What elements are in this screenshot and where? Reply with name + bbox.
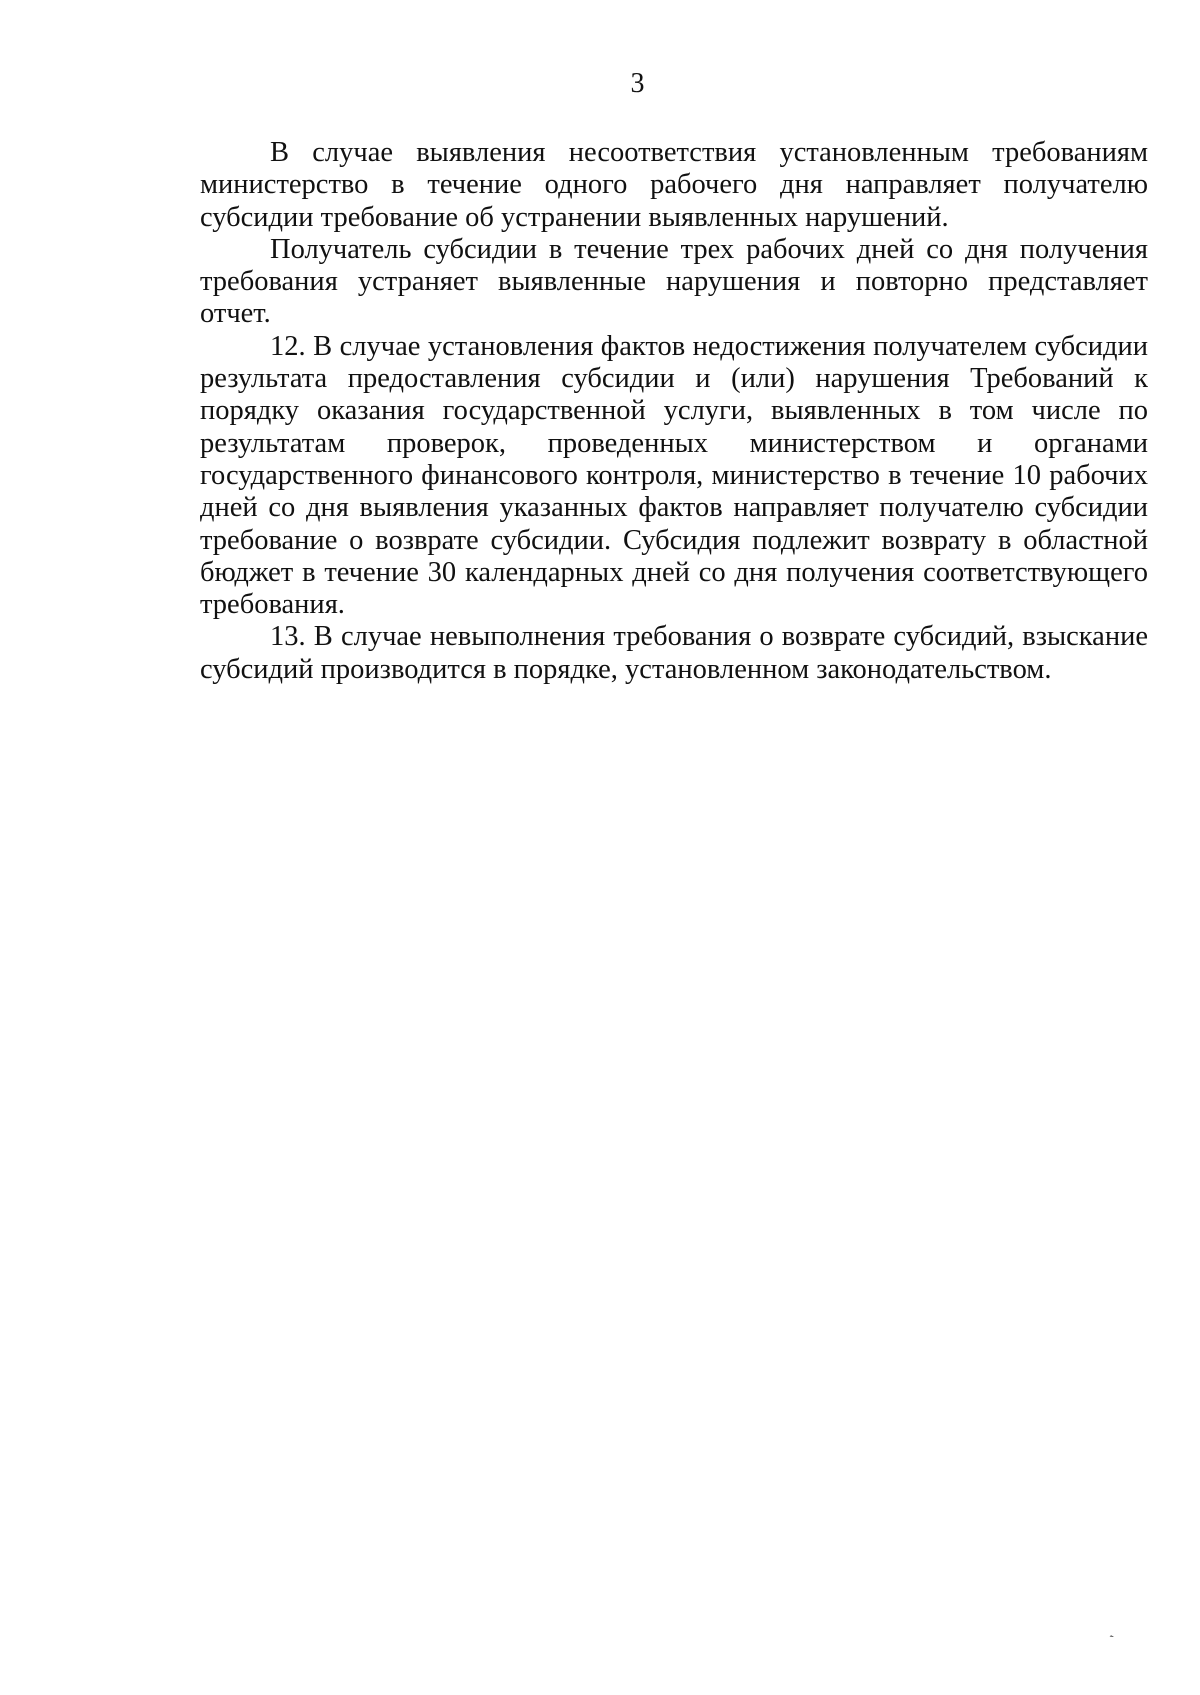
paragraph-recipient-correction: Получатель субсидии в течение трех рабочих дней со дня получения требования устраняет выявленные нарушения и повторно представляет отчет. [200,233,1148,330]
document-body [200,137,1148,686]
page-number: 3 [630,68,645,99]
paragraph-13-recovery: 13. В случае невыполнения требования о возврате субсидий, взыскание субсидий производится в порядке, установленном законодательством. [200,621,1148,685]
paragraph-nonconformity: В случае выявления несоответствия установленным требованиям министерство в течение одного рабочего дня направляет получателю субсидии требование об устранении выявленных нарушений. [200,137,1148,233]
paragraph-12-subsidy-return: 12. В случае установления фактов недостижения получателем субсидии результата предоставления субсидии и (или) нарушения Требований к порядку оказания государственной услуги, выявленных в том числе по результатам проверок, проведенных министерством и органами государственного финансового контроля, министерство в течение 10 рабочих дней со дня выявления указанных фактов направляет получателю субсидии требование о возврате субсидии. Субсидия подлежит возврату в областной бюджет в течение 30 календарных дней со дня получения соответствующего требования. [200,330,1148,621]
scan-mark: ˏ [1101,1621,1115,1640]
